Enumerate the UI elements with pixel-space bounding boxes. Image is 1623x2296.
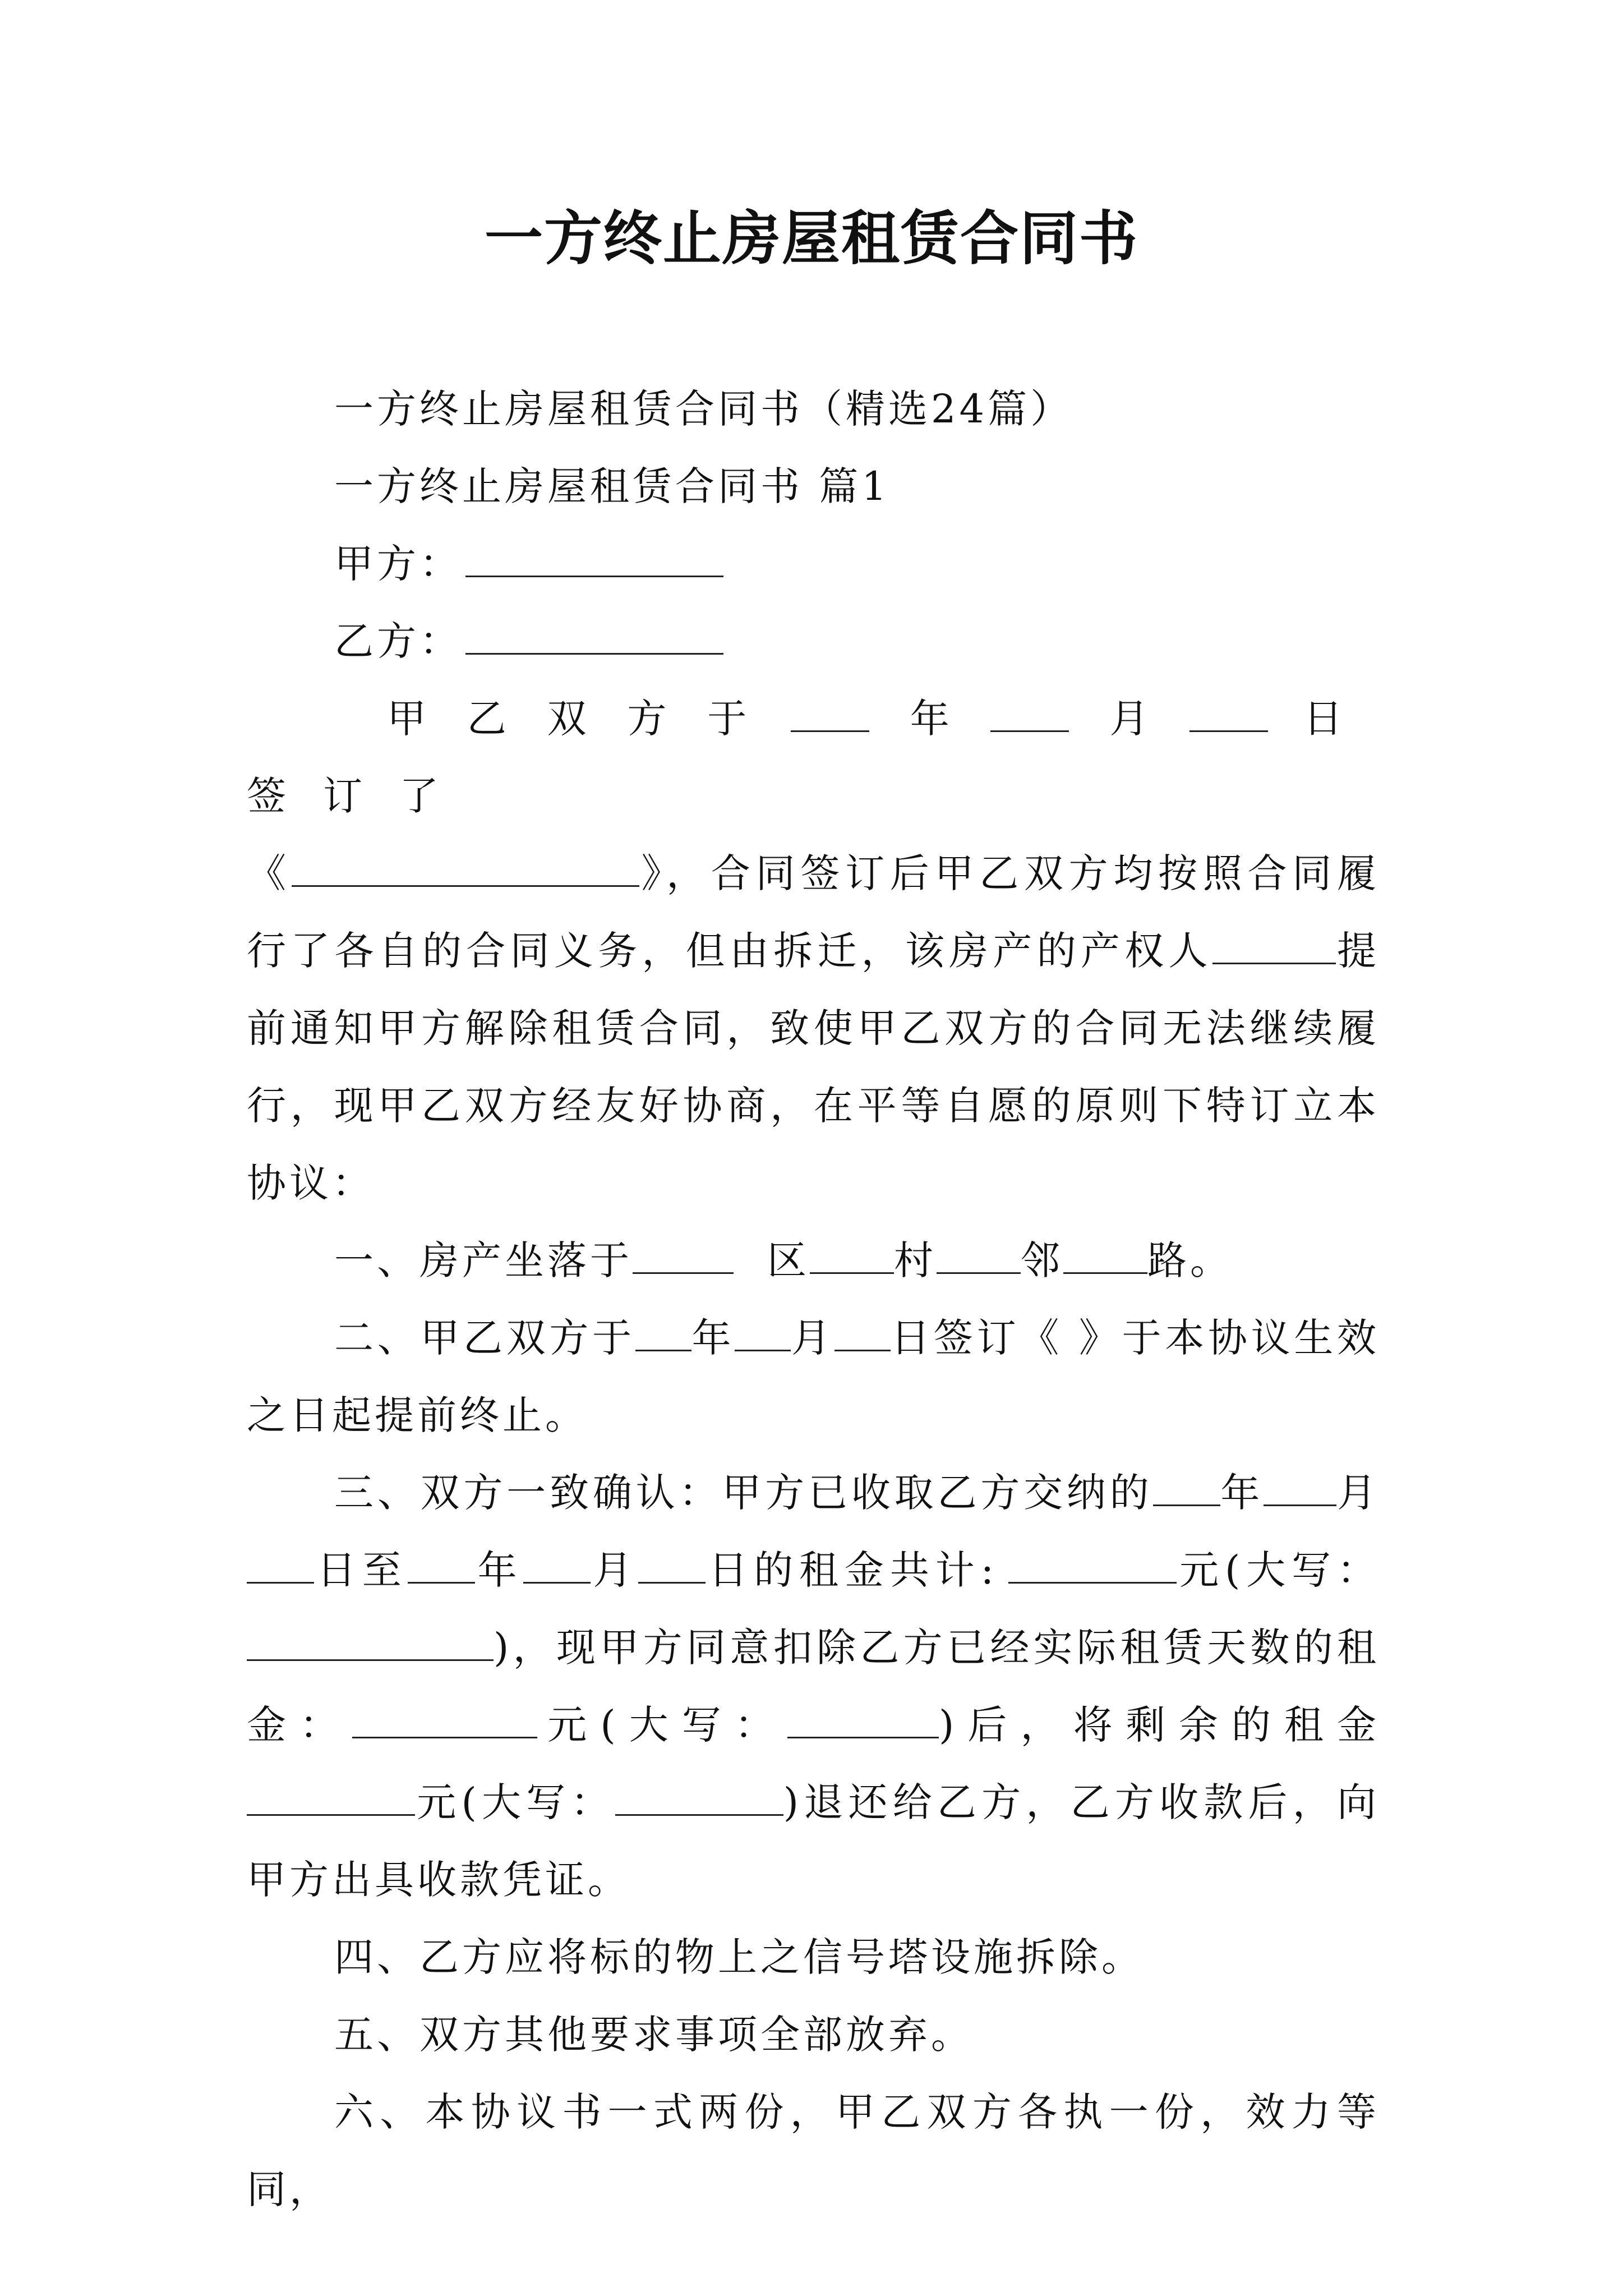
rent-total-blank: [1008, 1547, 1177, 1584]
clause-3-month-blank: [1264, 1470, 1336, 1506]
party-b-blank: [465, 618, 723, 655]
clause-3: [247, 1454, 1380, 1918]
village-blank: [937, 1237, 1021, 1274]
clause-3-month2: 月: [590, 1547, 639, 1593]
clause-3-day-to: 日至: [314, 1547, 408, 1593]
deducted-rent-words-blank: [787, 1702, 939, 1738]
clause-3-text: 三、双方一致确认：甲方已收取乙方交纳的: [334, 1470, 1153, 1516]
clause-2-text: 二、甲乙双方于: [334, 1315, 635, 1361]
party-b-line: [247, 602, 1380, 680]
clause-3-month2-blank: [523, 1547, 591, 1584]
day-blank: [1189, 696, 1268, 732]
contract-name-blank: [292, 850, 639, 887]
clause-3-after: )后，将剩余的租金: [939, 1702, 1380, 1748]
clause-3-year2-blank: [408, 1547, 475, 1584]
rent-total-words-blank: [247, 1625, 494, 1661]
district-blank: [810, 1237, 894, 1274]
month-blank: [990, 696, 1069, 732]
clause-1-district: 区: [767, 1237, 810, 1283]
clause-2-month-blank: [735, 1315, 791, 1351]
clause-3-return: )退还给乙方，乙方收款后，向甲方出具收款凭证。: [247, 1779, 1380, 1903]
clause-3-year2: 年: [474, 1547, 523, 1593]
clause-3-year-blank: [1153, 1470, 1220, 1506]
clause-3-agree: )，现甲方同意扣除乙方已经实际租赁天数的租金：: [247, 1625, 1380, 1748]
clause-1-text: 一、房产坐落于: [334, 1237, 633, 1283]
clause-2-year-blank: [635, 1315, 691, 1351]
year-blank: [791, 696, 869, 732]
para1-body-text-2: 提前通知甲方解除租赁合同，致使甲乙双方的合同无法继续履行，现甲乙双方经友好协商，在平等自愿的原则下特订立本协议：: [247, 928, 1380, 1206]
clause-6: 六、本协议书一式两份，甲乙双方各执一份，效力等同，: [247, 2089, 1380, 2212]
subtitle-line: 一方终止房屋租赁合同书（精选24篇）: [334, 386, 1073, 432]
clause-2-rest: 日签订《 》于本协议生效之日起提前终止。: [247, 1315, 1380, 1438]
clause-2-day-blank: [834, 1315, 891, 1351]
party-a-blank: [465, 541, 723, 577]
clause-2-year: 年: [691, 1315, 735, 1361]
para1-open-quote: 《: [247, 850, 292, 896]
clause-3-day-blank: [247, 1547, 314, 1584]
neighbor-blank: [1063, 1237, 1147, 1274]
clause-1-village: 村: [894, 1237, 937, 1283]
para1-day-signed: 日签订了: [247, 696, 1380, 819]
clause-4: 四、乙方应将标的物上之信号塔设施拆除。: [334, 1934, 1144, 1980]
deducted-rent-blank: [352, 1702, 537, 1738]
clause-3-month: 月: [1336, 1470, 1380, 1516]
section-heading: 一方终止房屋租赁合同书 篇1: [334, 463, 890, 509]
party-b-label: 乙方：: [334, 618, 462, 664]
remaining-rent-words-blank: [615, 1779, 783, 1816]
para1-body-text: 》，合同签订后甲乙双方均按照合同履行了各自的合同义务，但由拆迁，该房产的产权人: [247, 850, 1380, 974]
party-a-line: [247, 525, 1380, 602]
clause-3-yuan-big-2: 元(大写：: [537, 1702, 787, 1748]
clause-3-yuan-big-3: 元(大写：: [415, 1779, 615, 1825]
clause-1-road: 路。: [1147, 1237, 1233, 1283]
clause-5: 五、双方其他要求事项全部放弃。: [334, 2012, 974, 2058]
agreement-paragraph: [247, 680, 1380, 1222]
location-blank: [633, 1237, 734, 1274]
remaining-rent-blank: [247, 1779, 415, 1816]
para1-month: 月: [1105, 696, 1153, 742]
document-body: [247, 370, 1380, 2228]
owner-blank: [1212, 928, 1336, 964]
clause-3-year: 年: [1220, 1470, 1264, 1516]
clause-3-rent-total: 日的租金共计:: [706, 1547, 998, 1593]
para1-year: 年: [906, 696, 953, 742]
party-a-label: 甲方：: [334, 541, 462, 587]
clause-3-yuan-big: 元(大写：: [1177, 1547, 1380, 1593]
clause-2: [247, 1299, 1380, 1454]
clause-1: [247, 1222, 1380, 1299]
clause-2-month: 月: [791, 1315, 834, 1361]
clause-3-day2-blank: [638, 1547, 706, 1584]
clause-1-neighbor: 邻: [1021, 1237, 1063, 1283]
document-title: 一方终止房屋租赁合同书: [484, 204, 1138, 273]
para1-signing-text: 甲乙双方于: [387, 696, 787, 742]
